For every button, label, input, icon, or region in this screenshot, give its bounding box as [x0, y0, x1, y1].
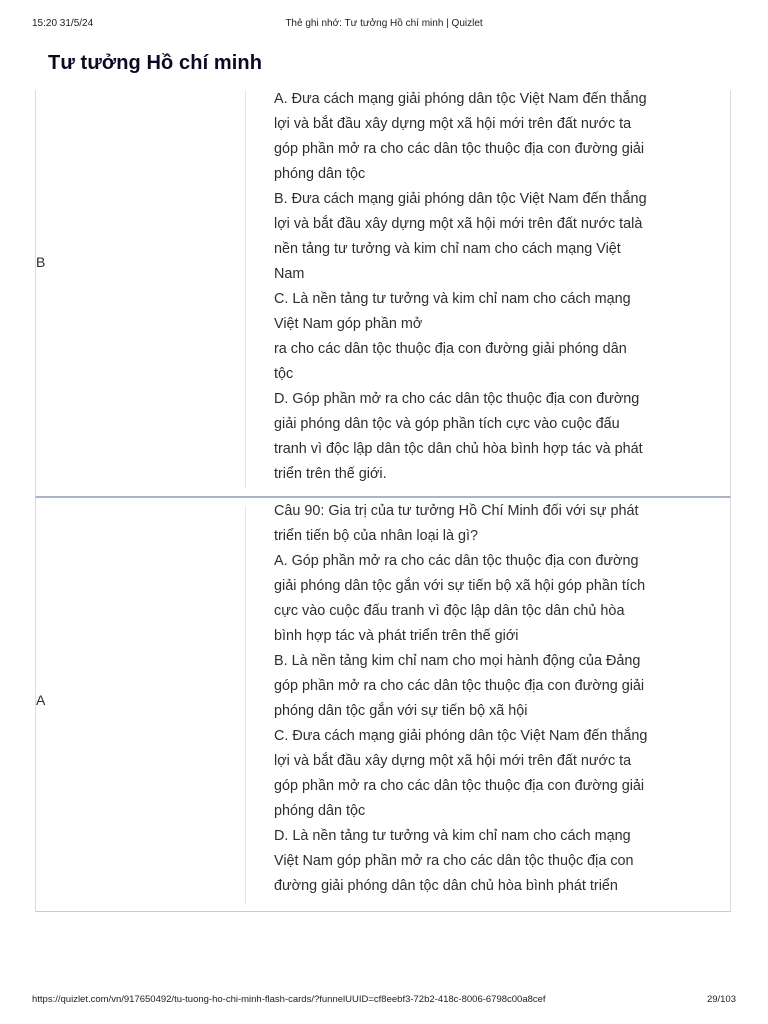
set-title: Tư tưởng Hồ chí minh [48, 52, 263, 74]
print-header [32, 18, 736, 32]
card-divider [245, 506, 246, 904]
definition-line: A. Góp phần mở ra cho các dân tộc thuộc địa con đường [274, 553, 639, 569]
card-term: B [36, 254, 46, 270]
definition-line: lợi và bắt đầu xây dựng một xã hội mới trên đất nước ta [274, 116, 632, 132]
page-number: 29/103 [706, 994, 736, 1005]
definition-line: D. Góp phần mở ra cho các dân tộc thuộc địa con đường [274, 391, 640, 407]
definition-line: Câu 90: Gia trị của tư tưởng Hồ Chí Minh đối với sự phát [274, 503, 639, 519]
definition-line: B. Đưa cách mạng giải phóng dân tộc Việt Nam đến thắng [274, 191, 647, 207]
print-timestamp: 15:20 31/5/24 [32, 18, 94, 29]
print-footer [32, 994, 736, 1008]
definition-line: phóng dân tộc [274, 803, 366, 819]
definition-line: triển trên thế giới. [274, 466, 387, 482]
print-document-title: Thẻ ghi nhớ: Tư tưởng Hồ chí minh | Quizlet [285, 18, 483, 29]
definition-line: D. Là nền tảng tư tưởng và kim chỉ nam cho cách mạng [274, 828, 631, 844]
definition-line: bình hợp tác và phát triển trên thế giới [274, 628, 519, 644]
definition-line: cực vào cuộc đấu tranh vì độc lập dân tộc dân chủ hòa [274, 603, 625, 619]
definition-line: nền tảng tư tưởng và kim chỉ nam cho cách mạng Việt [274, 241, 621, 257]
definition-line: lợi và bắt đầu xây dựng một xã hội mới trên đất nước ta [274, 753, 632, 769]
card-divider [245, 90, 246, 488]
definition-line: góp phần mở ra cho các dân tộc thuộc địa con đường giải [274, 141, 645, 157]
flashcard-row [35, 498, 731, 912]
card-definition [274, 499, 674, 899]
card-definition [274, 87, 674, 487]
print-url: https://quizlet.com/vn/917650492/tu-tuong-ho-chi-minh-flash-cards/?funnelUUID=cf8eebf3-72b2-418c-8006-6798c00a8cef [32, 994, 546, 1005]
definition-line: C. Là nền tảng tư tưởng và kim chỉ nam cho cách mạng [274, 291, 631, 307]
card-term: A [36, 692, 46, 708]
definition-line: triển tiến bộ của nhân loại là gì? [274, 528, 479, 544]
definition-line: Việt Nam góp phần mở [274, 316, 423, 332]
definition-line: góp phần mở ra cho các dân tộc thuộc địa con đường giải [274, 678, 645, 694]
definition-line: góp phần mở ra cho các dân tộc thuộc địa con đường giải [274, 778, 645, 794]
flashcard-row [35, 90, 731, 498]
definition-line: tộc [274, 366, 294, 382]
definition-line: đường giải phóng dân tộc dân chủ hòa bình phát triển [274, 878, 618, 894]
definition-line: giải phóng dân tộc gắn với sự tiến bộ xã hội góp phần tích [274, 578, 646, 594]
definition-line: A. Đưa cách mạng giải phóng dân tộc Việt Nam đến thắng [274, 91, 647, 107]
definition-line: giải phóng dân tộc và góp phần tích cực vào cuộc đấu [274, 416, 620, 432]
definition-line: ra cho các dân tộc thuộc địa con đường giải phóng dân [274, 341, 627, 357]
definition-line: C. Đưa cách mạng giải phóng dân tộc Việt Nam đến thắng [274, 728, 648, 744]
definition-line: tranh vì độc lập dân tộc dân chủ hòa bình hợp tác và phát [274, 441, 643, 457]
definition-line: Nam [274, 266, 305, 282]
definition-line: phóng dân tộc [274, 166, 366, 182]
definition-line: B. Là nền tảng kim chỉ nam cho mọi hành động của Đảng [274, 653, 641, 669]
definition-line: lợi và bắt đầu xây dựng một xã hội mới trên đất nước talà [274, 216, 643, 232]
definition-line: phóng dân tộc gắn với sự tiến bộ xã hội [274, 703, 528, 719]
definition-line: Việt Nam góp phần mở ra cho các dân tộc thuộc địa con [274, 853, 634, 869]
